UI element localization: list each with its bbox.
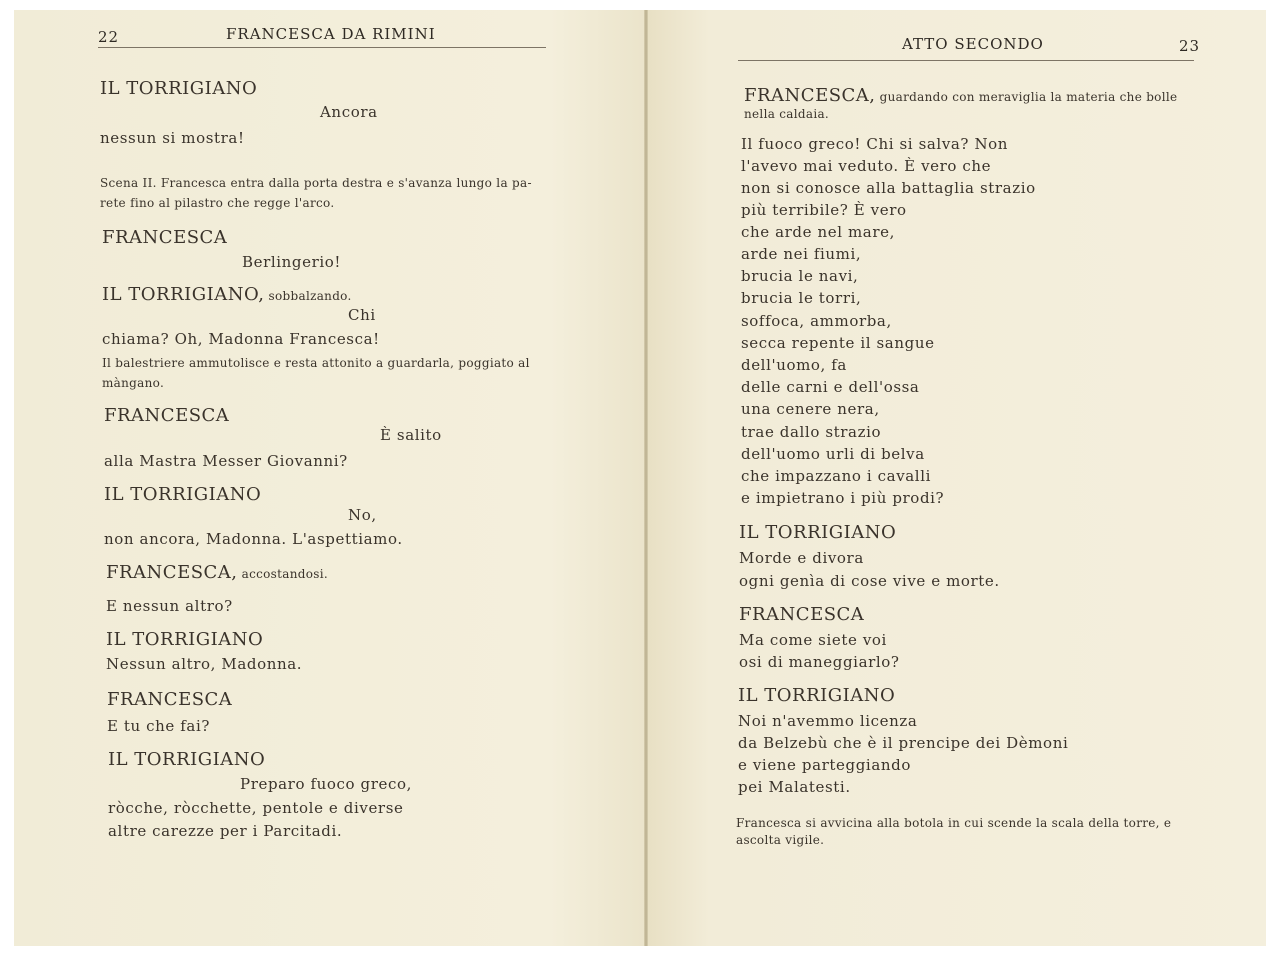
speaker-name (106, 562, 328, 583)
header-rule (98, 47, 546, 48)
line-text: non ancora, Madonna. L'aspettiamo. (104, 530, 403, 548)
speaker-name (104, 405, 229, 426)
verse-line (741, 356, 847, 374)
verse-line (741, 445, 925, 463)
line-text: IL TORRIGIANO (106, 629, 264, 650)
speaker-name (106, 629, 263, 650)
line-text: IL TORRIGIANO (100, 78, 258, 99)
verse-line (348, 506, 377, 524)
line-text: Noi n'avemmo licenza (738, 712, 918, 730)
verse-line (738, 756, 911, 774)
page-number: 22 (98, 28, 120, 46)
line-text: dell'uomo urli di belva (741, 445, 925, 463)
verse-line (739, 631, 887, 649)
line-text: FRANCESCA (107, 689, 233, 710)
speaker-name (104, 484, 261, 505)
line-text: che arde nel mare, (741, 223, 895, 241)
verse-line (107, 717, 210, 735)
line-text: FRANCESCA (104, 405, 230, 426)
verse-line (741, 245, 861, 263)
speaker-name (739, 522, 896, 543)
verse-line (739, 653, 900, 671)
verse-line (741, 467, 931, 485)
verse-line (741, 179, 1036, 197)
line-text: IL TORRIGIANO (108, 749, 266, 770)
line-text: E nessun altro? (106, 597, 233, 615)
line-text: e impietrano i più prodi? (741, 489, 945, 507)
inline-stage-direction: accostandosi. (237, 567, 328, 581)
inline-stage-direction: sobbalzando. (264, 289, 352, 303)
left-page (14, 10, 644, 946)
line-text: ròcche, ròcchette, pentole e diverse (108, 799, 404, 817)
running-head: FRANCESCA DA RIMINI (226, 25, 436, 43)
verse-line (741, 135, 1008, 153)
verse-line (741, 378, 919, 396)
line-text: màngano. (102, 376, 165, 390)
stage-direction (744, 107, 829, 121)
line-text: FRANCESCA (739, 604, 865, 625)
verse-line (738, 712, 917, 730)
stage-direction (102, 376, 164, 390)
verse-line (741, 289, 861, 307)
verse-line (108, 799, 403, 817)
line-text: IL TORRIGIANO (104, 484, 262, 505)
line-text: Berlingerio! (242, 253, 342, 271)
header-rule (738, 60, 1194, 61)
line-text: pei Malatesti. (738, 778, 851, 796)
verse-line (741, 334, 935, 352)
verse-line (741, 157, 991, 175)
verse-line (102, 330, 380, 348)
verse-line (240, 775, 412, 793)
speaker-name (738, 685, 895, 706)
stage-direction (100, 176, 532, 190)
line-text: delle carni e dell'ossa (741, 378, 920, 396)
speaker-name (107, 689, 232, 710)
line-text: Francesca si avvicina alla botola in cui scende la scala della torre, e (736, 816, 1172, 830)
line-text: FRANCESCA, (744, 85, 876, 106)
line-text: l'avevo mai veduto. È vero che (741, 157, 992, 175)
verse-line (738, 778, 851, 796)
line-text: IL TORRIGIANO, (102, 284, 265, 305)
verse-line (106, 655, 302, 673)
line-text: che impazzano i cavalli (741, 467, 931, 485)
line-text: osi di maneggiarlo? (739, 653, 900, 671)
line-text: IL TORRIGIANO (739, 522, 897, 543)
line-text: chiama? Oh, Madonna Francesca! (102, 330, 380, 348)
verse-line (242, 253, 341, 271)
verse-line (741, 201, 907, 219)
speaker-name (739, 604, 864, 625)
line-text: e viene parteggiando (738, 756, 911, 774)
speaker-name (100, 78, 257, 99)
line-text: Scena II. Francesca entra dalla porta destra e s'avanza lungo la pa- (100, 176, 532, 190)
stage-direction (736, 816, 1171, 830)
line-text: Preparo fuoco greco, (240, 775, 412, 793)
verse-line (741, 489, 944, 507)
line-text: arde nei fiumi, (741, 245, 862, 263)
line-text: alla Mastra Messer Giovanni? (104, 452, 348, 470)
line-text: secca repente il sangue (741, 334, 935, 352)
verse-line (320, 103, 378, 121)
line-text: FRANCESCA (102, 227, 228, 248)
line-text: Il balestriere ammutolisce e resta attonito a guardarla, poggiato al (102, 356, 530, 370)
verse-line (108, 822, 342, 840)
verse-line (104, 452, 348, 470)
verse-line (741, 400, 880, 418)
speaker-name (102, 284, 352, 305)
line-text: Il fuoco greco! Chi si salva? Non (741, 135, 1009, 153)
verse-line (104, 530, 403, 548)
stage-direction (102, 356, 530, 370)
verse-line (106, 597, 233, 615)
speaker-name (744, 85, 1177, 106)
line-text: E tu che fai? (107, 717, 211, 735)
stage-direction (736, 833, 824, 847)
right-page (648, 10, 1266, 946)
line-text: ascolta vigile. (736, 833, 825, 847)
verse-line (739, 572, 1000, 590)
verse-line (100, 129, 245, 147)
line-text: È salito (380, 426, 442, 444)
line-text: IL TORRIGIANO (738, 685, 896, 706)
running-head: ATTO SECONDO (902, 35, 1044, 53)
verse-line (738, 734, 1068, 752)
verse-line (741, 312, 892, 330)
line-text: rete fino al pilastro che regge l'arco. (100, 196, 335, 210)
line-text: non si conosce alla battaglia strazio (741, 179, 1036, 197)
line-text: Nessun altro, Madonna. (106, 655, 303, 673)
verse-line (741, 223, 895, 241)
line-text: trae dallo strazio (741, 423, 882, 441)
line-text: soffoca, ammorba, (741, 312, 892, 330)
line-text: da Belzebù che è il prencipe dei Dèmoni (738, 734, 1069, 752)
line-text: una cenere nera, (741, 400, 880, 418)
speaker-name (108, 749, 265, 770)
verse-line (348, 306, 376, 324)
verse-line (739, 549, 864, 567)
line-text: No, (348, 506, 377, 524)
line-text: altre carezze per i Parcitadi. (108, 822, 343, 840)
line-text: brucia le torri, (741, 289, 862, 307)
line-text: più terribile? È vero (741, 201, 907, 219)
stage-direction (100, 196, 334, 210)
line-text: Ancora (320, 103, 378, 121)
verse-line (741, 423, 881, 441)
line-text: Ma come siete voi (739, 631, 887, 649)
line-text: ogni genìa di cose vive e morte. (739, 572, 1000, 590)
verse-line (741, 267, 858, 285)
line-text: brucia le navi, (741, 267, 859, 285)
line-text: nella caldaia. (744, 107, 830, 121)
verse-line (380, 426, 442, 444)
line-text: dell'uomo, fa (741, 356, 847, 374)
speaker-name (102, 227, 227, 248)
line-text: Chi (348, 306, 376, 324)
inline-stage-direction: guardando con meraviglia la materia che bolle (875, 90, 1178, 104)
page-number: 23 (1179, 37, 1201, 55)
line-text: nessun si mostra! (100, 129, 245, 147)
line-text: Morde e divora (739, 549, 864, 567)
line-text: FRANCESCA, (106, 562, 238, 583)
